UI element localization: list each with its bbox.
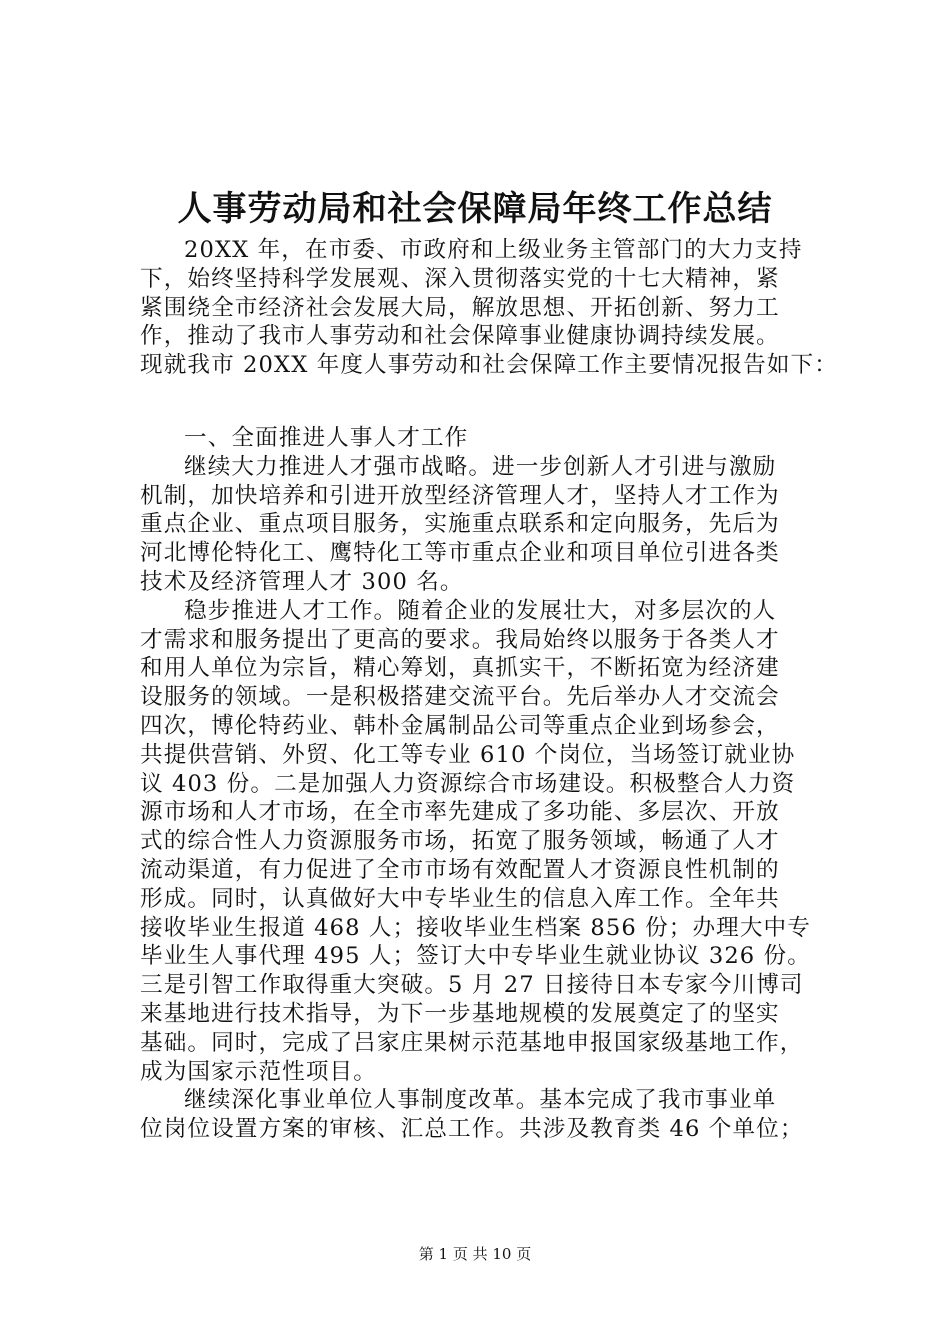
text-line: 三是引智工作取得重大突破。5 月 27 日接待日本专家今川博司: [140, 972, 804, 999]
text-line: 河北博伦特化工、鹰特化工等市重点企业和项目单位引进各类: [140, 540, 780, 567]
text-line: 成为国家示范性项目。: [140, 1058, 377, 1085]
paragraph-institution-reform: [140, 1086, 840, 1144]
document-body: [140, 236, 840, 1144]
paragraph-talent-work: [140, 597, 840, 1087]
text-line: 位岗位设置方案的审核、汇总工作。共涉及教育类 46 个单位；: [140, 1116, 804, 1143]
text-line: 重点企业、重点项目服务，实施重点联系和定向服务，先后为: [140, 511, 780, 538]
text-line: 基础。同时，完成了吕家庄果树示范基地申报国家级基地工作，: [140, 1029, 804, 1056]
text-line: 紧围绕全市经济社会发展大局，解放思想、开拓创新、努力工: [140, 294, 780, 321]
text-line: 议 403 份。二是加强人力资源综合市场建设。积极整合人力资: [140, 770, 796, 797]
text-line: 毕业生人事代理 495 人；签订大中专毕业生就业协议 326 份。: [140, 943, 811, 970]
paragraph-gap: [140, 380, 840, 424]
text-line: 四次，博伦特药业、韩朴金属制品公司等重点企业到场参会，: [140, 712, 780, 739]
paragraph-talent-strategy: [140, 453, 840, 597]
page-number: 第 1 页 共 10 页: [418, 1245, 532, 1263]
section-heading: 一、全面推进人事人才工作: [184, 424, 469, 451]
text-line: 接收毕业生报道 468 人；接收毕业生档案 856 份；办理大中专: [140, 914, 811, 941]
text-line: 设服务的领域。一是积极搭建交流平台。先后举办人才交流会: [140, 684, 780, 711]
text-line: 才需求和服务提出了更高的要求。我局始终以服务于各类人才: [140, 626, 780, 653]
text-line: 20XX 年，在市委、市政府和上级业务主管部门的大力支持: [184, 237, 803, 263]
text-line: 继续深化事业单位人事制度改革。基本完成了我市事业单: [184, 1087, 777, 1114]
text-line: 式的综合性人力资源服务市场，拓宽了服务领域，畅通了人才: [140, 828, 780, 855]
intro-paragraph: [140, 236, 840, 380]
text-line: 和用人单位为宗旨，精心筹划，真抓实干，不断拓宽为经济建: [140, 655, 780, 682]
text-line: 形成。同时，认真做好大中专毕业生的信息入库工作。全年共: [140, 885, 780, 912]
text-line: 来基地进行技术指导，为下一步基地规模的发展奠定了的坚实: [140, 1000, 780, 1027]
document-title: 人事劳动局和社会保障局年终工作总结: [177, 189, 773, 229]
text-line: 共提供营销、外贸、化工等专业 610 个岗位，当场签订就业协: [140, 741, 796, 768]
text-line: 机制，加快培养和引进开放型经济管理人才，坚持人才工作为: [140, 482, 780, 509]
text-line: 继续大力推进人才强市战略。进一步创新人才引进与激励: [184, 453, 777, 480]
text-line: 现就我市 20XX 年度人事劳动和社会保障工作主要情况报告如下：: [140, 352, 838, 379]
text-line: 稳步推进人才工作。随着企业的发展壮大，对多层次的人: [184, 597, 777, 624]
text-line: 技术及经济管理人才 300 名。: [140, 568, 464, 595]
text-line: 下，始终坚持科学发展观、深入贯彻落实党的十七大精神，紧: [140, 265, 780, 292]
text-line: 源市场和人才市场，在全市率先建成了多功能、多层次、开放: [140, 799, 780, 826]
text-line: 流动渠道，有力促进了全市市场有效配置人才资源良性机制的: [140, 856, 780, 883]
text-line: 作，推动了我市人事劳动和社会保障事业健康协调持续发展。: [140, 323, 780, 350]
